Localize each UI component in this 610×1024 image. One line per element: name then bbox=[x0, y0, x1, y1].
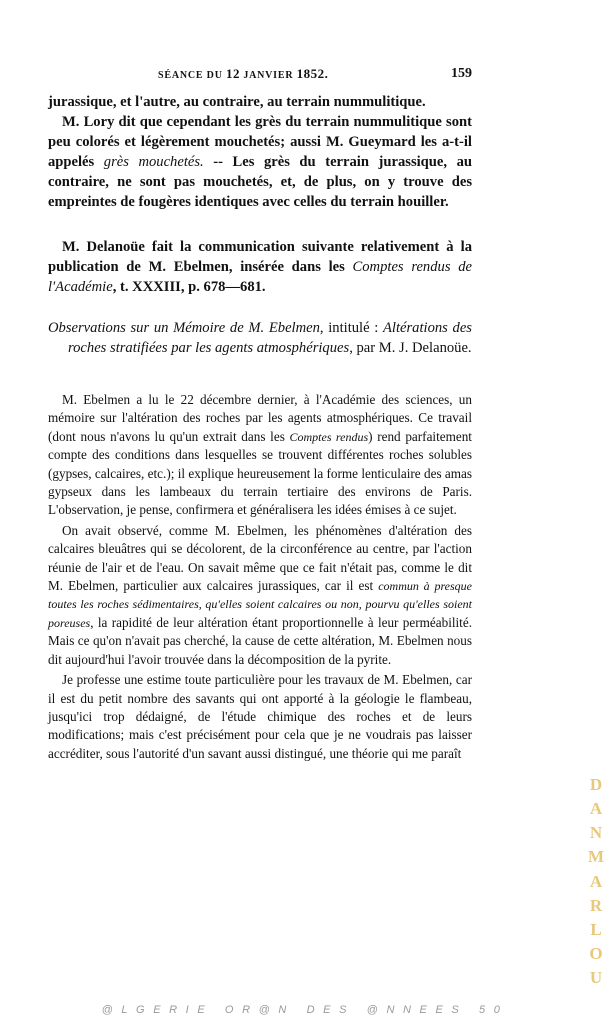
article-title-italic-1: Observations sur un Mémoire de M. Ebelmen bbox=[48, 320, 320, 336]
paragraph-on-avait-start: On avait observé, comme M. Ebelmen, les phénomènes d'altération des calcaires bleuâtres qui se décolorent, de la circonférence au centre, par l'action réunie de l'air et de l'eau. On savait même que ce fait n'était pas, comme le dit M. Ebelmen, particulier aux calcaires jurassiques, car il est bbox=[48, 522, 472, 594]
paragraph-lory-text: M. Lory dit que cependant les grès du terrain nummulitique sont peu colorés et légèrement mouchetés; aussi M. Gueymard les a-t-il appelés bbox=[48, 114, 472, 170]
side-watermark-stamp bbox=[586, 776, 606, 986]
paragraph-ebelmen-lu-end: ) rend parfaitement compte des conditions dans lesquelles se trouvent différentes roches solubles (gypses, calcaires, etc.); il explique heureusement la forme lenticulaire des amas gypseux dans les lambeaux du terrain tertiaire des environs de Paris. L'observation, je pense, confirmera et généralisera les idées émises à ce sujet. bbox=[48, 428, 472, 518]
paragraph-delanoue-italic: Comptes rendus de l'Académie bbox=[48, 259, 472, 295]
stamp-letter: A bbox=[589, 799, 603, 819]
page-number: 159 bbox=[451, 66, 472, 81]
stamp-letter: N bbox=[589, 823, 603, 843]
paragraph-ebelmen-lu-italic: Comptes rendus bbox=[289, 429, 369, 444]
paragraph-on-avait-italic: commun à presque toutes les roches sédimentaires, qu'elles soient calcaires ou non, pourvu qu'elles soient poreuses bbox=[48, 579, 472, 630]
stamp-letter: R bbox=[589, 895, 603, 915]
paragraph-jurassique: jurassique, et l'autre, au contraire, au terrain nummulitique. bbox=[48, 94, 426, 110]
stamp-letter: D bbox=[589, 775, 603, 794]
paragraph-on-avait-end: , la rapidité de leur altération étant proportionnelle à leur perméabilité. Mais ce qu'on n'avait pas cherché, la cause de cette altération, M. Ebelmen nous dit aujourd'hui l'avoir trouvée dans la décomposition de la pyrite. bbox=[48, 614, 472, 667]
article-body bbox=[48, 391, 472, 765]
running-head-month: JANVIER bbox=[240, 70, 297, 81]
block-delanoue bbox=[48, 237, 472, 297]
stamp-letter: A bbox=[589, 871, 603, 891]
paragraph-ebelmen-lu-start: M. Ebelmen a lu le 22 décembre dernier, à l'Académie des sciences, un mémoire sur l'altération des roches par les agents atmosphériques. Ce travail (dont nous n'avons lu qu'un extrait dans les bbox=[48, 392, 472, 444]
running-head-year: 1852. bbox=[296, 66, 329, 81]
stamp-letter: U bbox=[589, 968, 603, 987]
article-title bbox=[48, 318, 472, 358]
article-title-block bbox=[48, 318, 472, 358]
article-title-end: , par M. J. Delanoüe. bbox=[349, 340, 472, 356]
paragraph-on-avait bbox=[48, 522, 472, 669]
paragraph-je-professe: Je professe une estime toute particulière pour les travaux de M. Ebelmen, car il est du petit nombre des savants qui ont apporté à la géologie le flambeau, jusqu'ici trop dédaigné, de l'étude chimique des roches et de leurs modifications; mais c'est précisément pour cela que je ne voudrais pas laisser accréditer, sous l'autorité d'un savant aussi distingué, une théorie qui me paraît bbox=[48, 672, 472, 761]
paragraph-lory-rest: -- Les grès du terrain jurassique, au contraire, ne sont pas mouchetés, et, de plus, on y trouve des empreintes de fougères identiques avec celles du terrain houiller. bbox=[48, 154, 472, 210]
block-lory bbox=[48, 92, 472, 212]
paragraph-lory-italic: grès mouchetés. bbox=[103, 154, 204, 170]
stamp-letter: L bbox=[590, 919, 602, 939]
paragraph-delanoue-end: , t. XXXIII, p. 678—681. bbox=[112, 279, 266, 295]
running-head-day: 12 bbox=[226, 66, 241, 81]
article-title-mid: , intitulé : bbox=[319, 320, 383, 336]
page-header bbox=[48, 66, 472, 84]
running-head-prefix: SÉANCE DU bbox=[158, 70, 227, 81]
paragraph-lory bbox=[48, 112, 472, 212]
footer-watermark: @LGERIE OR@N DES @NNEES 50 bbox=[101, 1004, 509, 1016]
article-title-italic-2: Altérations des roches stratifiées par les agents atmosphériques bbox=[68, 320, 472, 356]
paragraph-delanoue-start: M. Delanoüe fait la communication suivante relativement à la publication de M. Ebelmen, insérée dans les bbox=[48, 239, 472, 275]
stamp-letter: M bbox=[587, 847, 605, 867]
running-head bbox=[158, 66, 328, 82]
paragraph-delanoue bbox=[48, 237, 472, 297]
stamp-letter: O bbox=[589, 943, 603, 963]
paragraph-ebelmen-lu bbox=[48, 391, 472, 520]
